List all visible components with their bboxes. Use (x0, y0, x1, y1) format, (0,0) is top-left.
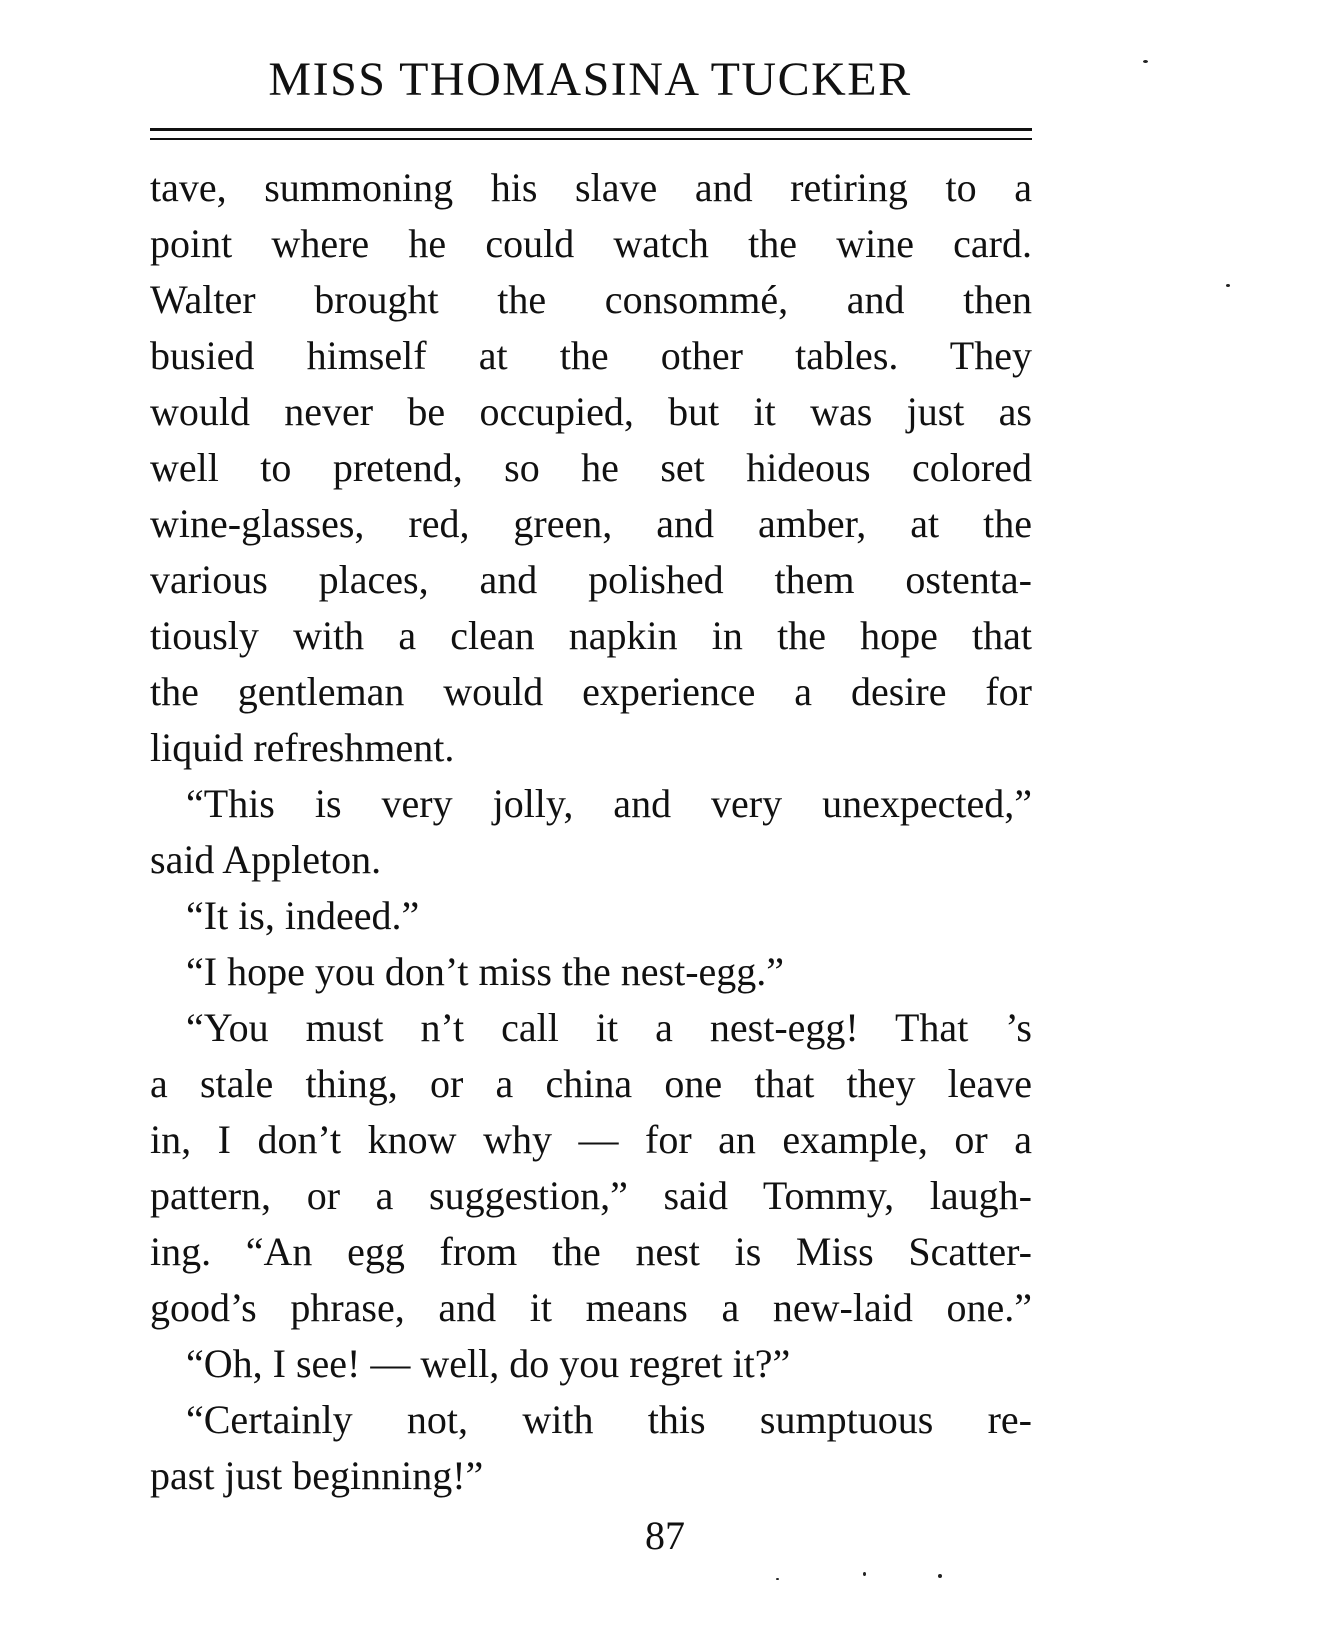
text-line: “You must n’t call it a nest-egg! That ’s (186, 1005, 1032, 1050)
text-line: busied himself at the other tables. They (150, 333, 1032, 378)
scan-speck (776, 1578, 779, 1580)
body-text (150, 160, 1032, 1504)
text-line: the gentleman would experience a desire for (150, 669, 1032, 714)
text-line: liquid refreshment. (150, 725, 455, 770)
text-line: ing. “An egg from the nest is Miss Scatter- (150, 1229, 1032, 1274)
text-line: would never be occupied, but it was just as (150, 389, 1032, 434)
text-line: a stale thing, or a china one that they leave (150, 1061, 1032, 1106)
page-number: 87 (645, 1513, 685, 1558)
text-line: said Appleton. (150, 837, 382, 882)
text-line: past just beginning!” (150, 1453, 484, 1498)
scan-speck (1143, 60, 1148, 63)
text-line: wine-glasses, red, green, and amber, at the (150, 501, 1032, 546)
text-line: in, I don’t know why — for an example, or a (150, 1117, 1032, 1162)
scan-speck (863, 1572, 866, 1576)
text-line: point where he could watch the wine card. (150, 221, 1032, 266)
text-line: “I hope you don’t miss the nest-egg.” (186, 949, 785, 994)
header-rule-thin (150, 138, 1032, 140)
text-line: Walter brought the consommé, and then (150, 277, 1032, 322)
header-rule-thick (150, 128, 1032, 131)
text-line: good’s phrase, and it means a new-laid one.” (150, 1285, 1032, 1330)
text-line: “Certainly not, with this sumptuous re- (186, 1397, 1032, 1442)
text-line: “It is, indeed.” (186, 893, 420, 938)
text-line: tiously with a clean napkin in the hope that (150, 613, 1032, 658)
text-line: “Oh, I see! — well, do you regret it?” (186, 1341, 791, 1386)
text-line: well to pretend, so he set hideous colored (150, 445, 1032, 490)
running-head: MISS THOMASINA TUCKER (268, 53, 912, 106)
text-line: “This is very jolly, and very unexpected,” (186, 781, 1032, 826)
scan-speck (1226, 284, 1230, 287)
text-line: pattern, or a suggestion,” said Tommy, laugh- (150, 1173, 1032, 1218)
text-line: tave, summoning his slave and retiring to a (150, 165, 1032, 210)
scan-speck (938, 1574, 942, 1578)
text-line: various places, and polished them ostenta- (150, 557, 1032, 602)
